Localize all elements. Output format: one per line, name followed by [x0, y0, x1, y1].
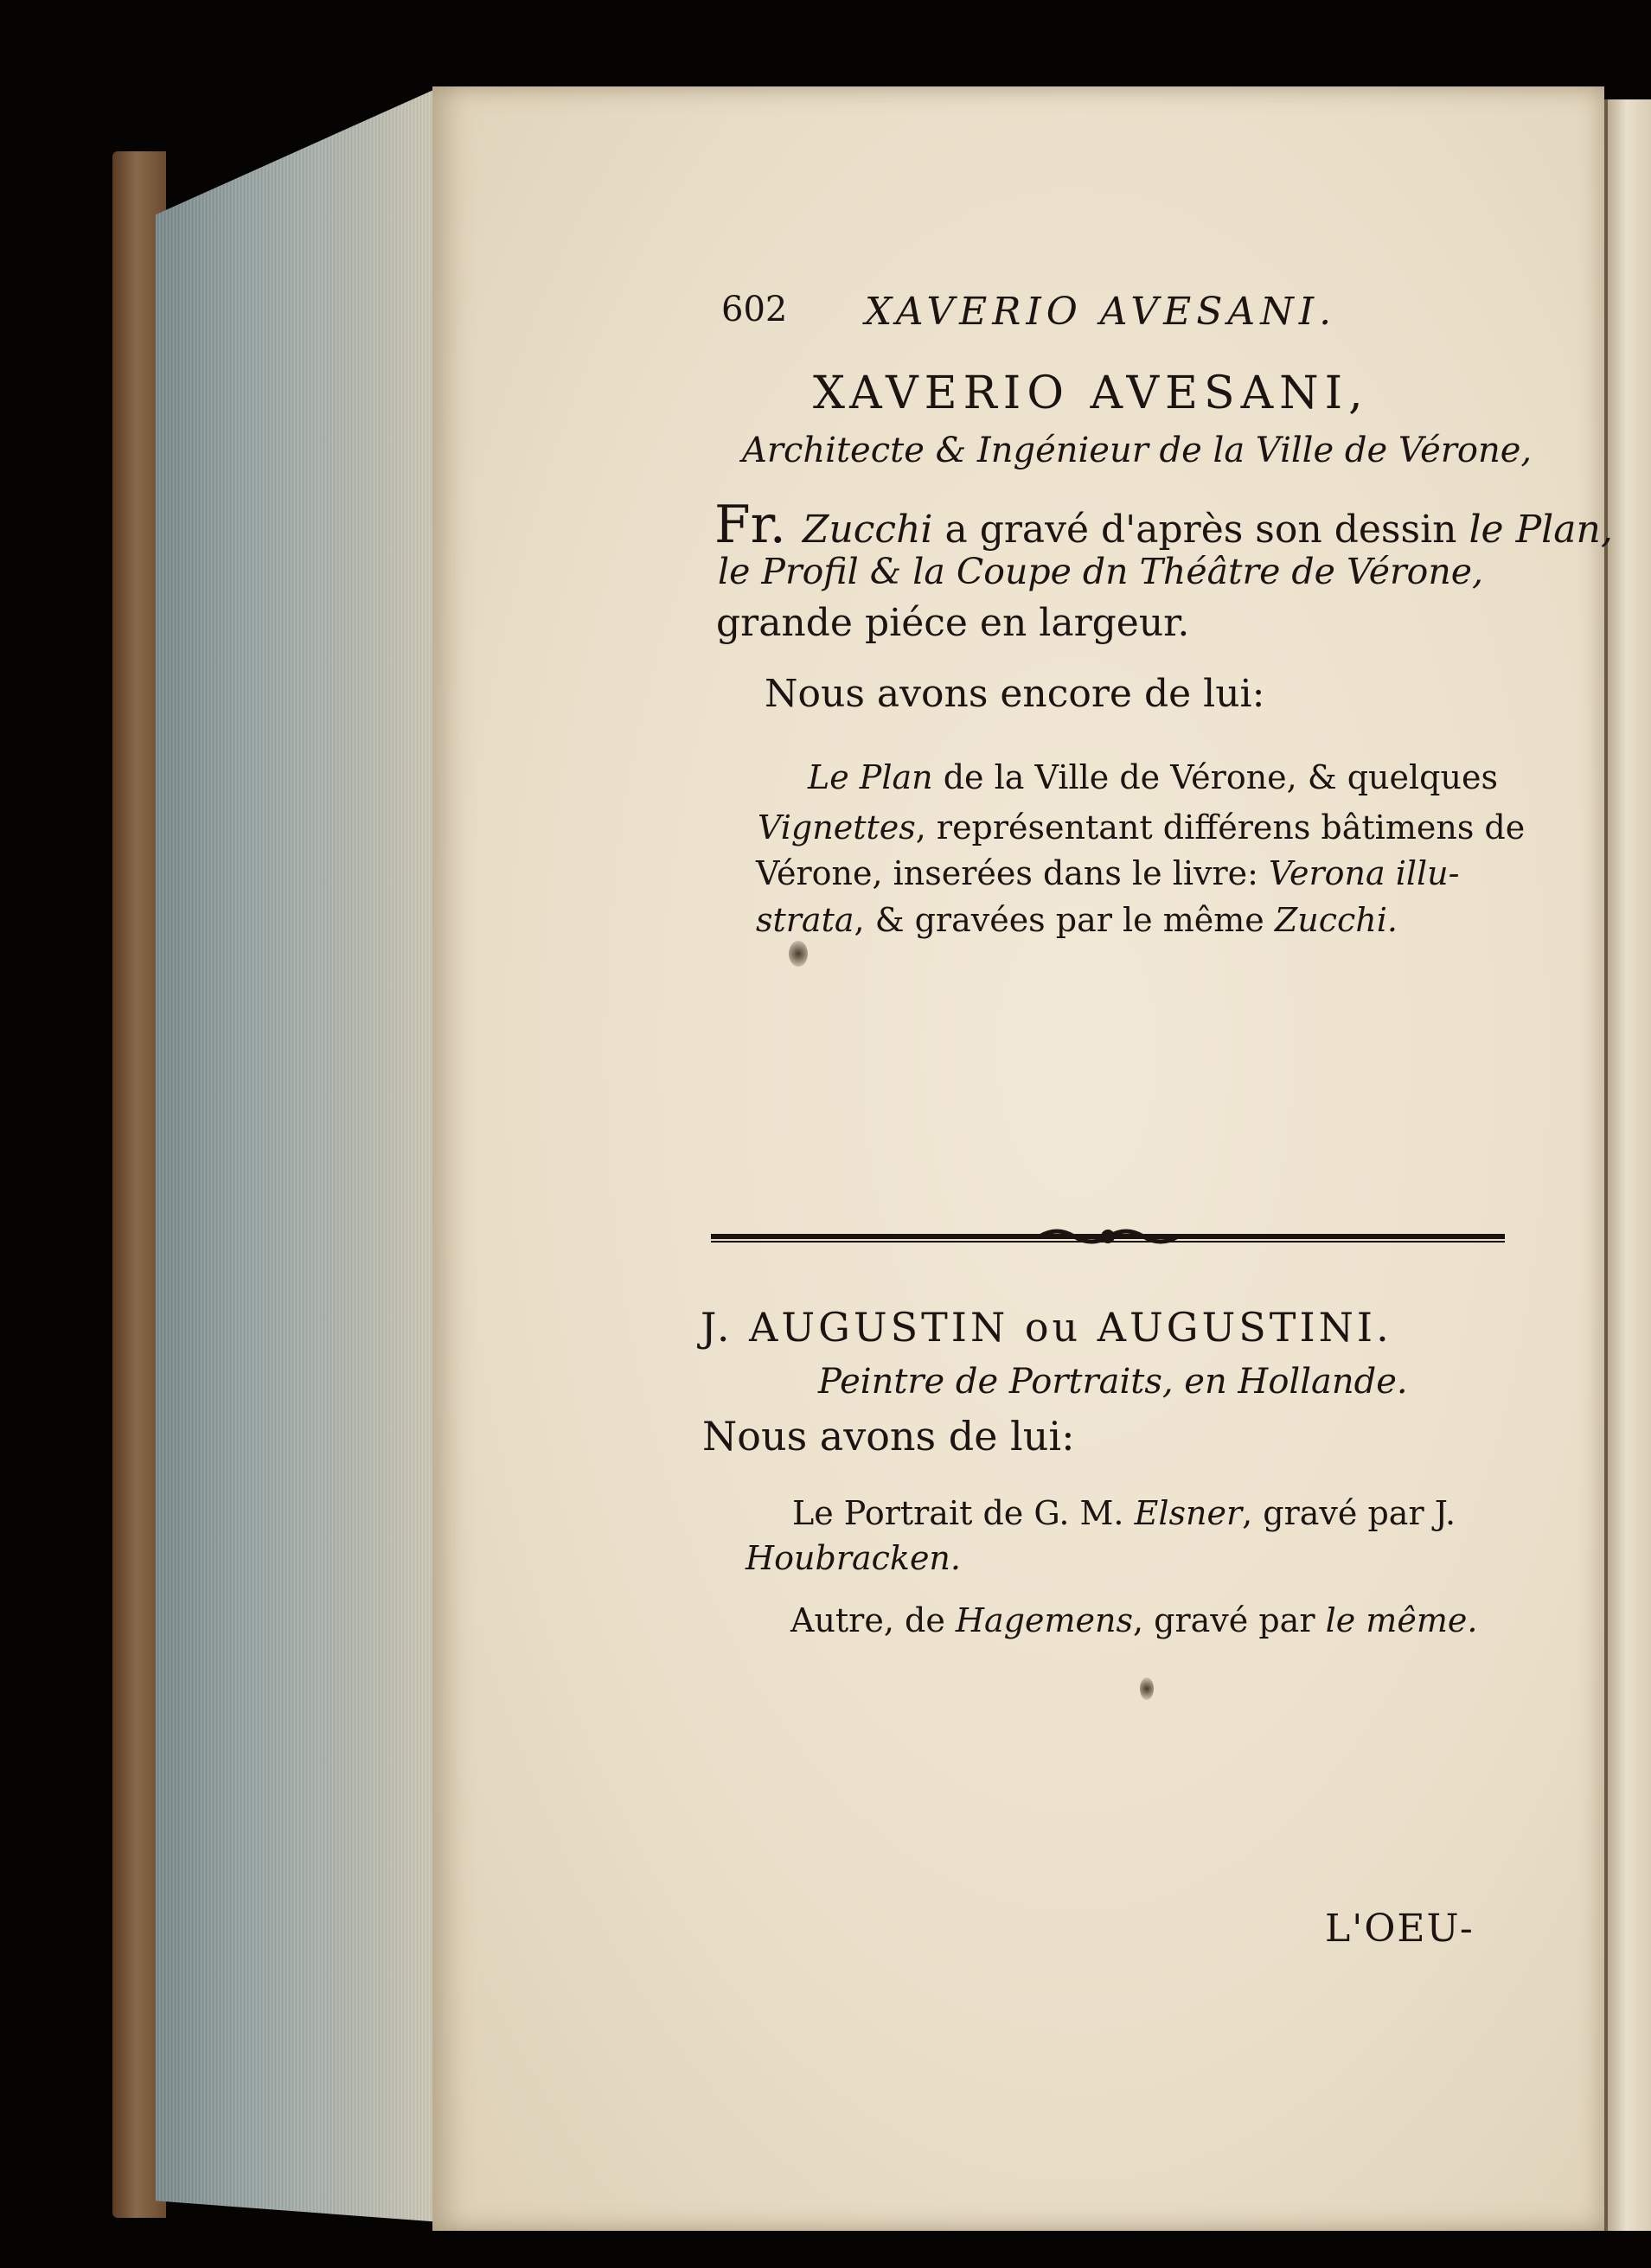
grave-par-2: , gravé par [1133, 1601, 1326, 1639]
entry1-para2-line1 [808, 758, 1498, 796]
entry2-item1-line2: Houbracken. [746, 1539, 961, 1577]
entry1-para1-line2: le Profil & la Coupe dn Théâtre de Vérone, [718, 551, 1484, 592]
entry1-para2-line3 [756, 854, 1459, 892]
hagemens: Hagemens [955, 1601, 1133, 1639]
vignettes-text: , représentant différens bâtimens de [915, 808, 1526, 847]
entry1-encore: Nous avons encore de lui: [765, 672, 1265, 716]
plan-text: de la Ville de Vérone, & quelques [932, 758, 1498, 796]
ink-blot-2 [1140, 1677, 1154, 1700]
para1-text: a gravé d'après son dessin [932, 508, 1469, 552]
entry1-para2-line2 [758, 808, 1525, 847]
ornamental-rule [711, 1226, 1505, 1247]
elsner: Elsner [1134, 1494, 1243, 1532]
entry1-para1-line1 [714, 495, 1613, 555]
page-block-edges [156, 86, 441, 2222]
catchword: L'OEU- [1325, 1907, 1475, 1951]
para1-plan: le Plan, [1469, 508, 1613, 552]
entry2-item2 [790, 1601, 1477, 1639]
gravees-text: , & gravées par le même [854, 901, 1275, 939]
le-meme: le même. [1325, 1601, 1478, 1639]
plan-title: Le Plan [808, 758, 933, 796]
para1-name: Zucchi [802, 508, 933, 552]
entry-heading-avesani: XAVERIO AVESANI, [813, 367, 1369, 419]
ink-blot [789, 941, 808, 967]
livre-title-cont: strata [756, 901, 854, 939]
facing-page-edge [1604, 99, 1651, 2231]
entry1-para1-line3: grande piéce en largeur. [716, 601, 1190, 645]
livre-title: Verona illu- [1269, 854, 1460, 892]
entry-heading-augustin: J. AUGUSTIN ou AUGUSTINI. [701, 1304, 1392, 1351]
entry1-para2-line4 [756, 901, 1398, 939]
para1-opening: Fr. [714, 495, 803, 555]
entry-subtitle-avesani: Architecte & Ingénieur de la Ville de Vérone, [742, 431, 1533, 470]
page-number: 602 [721, 290, 788, 329]
entry2-nous: Nous avons de lui: [702, 1413, 1075, 1460]
portrait-text: Le Portrait de G. M. [792, 1494, 1135, 1532]
entry2-item1-line1 [792, 1494, 1456, 1532]
grave-par: , gravé par J. [1242, 1494, 1456, 1532]
vignettes: Vignettes [758, 808, 916, 847]
zucchi: Zucchi. [1274, 901, 1398, 939]
entry-subtitle-augustin: Peintre de Portraits, en Hollande. [818, 1362, 1408, 1402]
autre-text: Autre, de [790, 1601, 956, 1639]
running-title: XAVERIO AVESANI. [865, 290, 1337, 334]
livre-text: Vérone, inserées dans le livre: [756, 854, 1270, 892]
